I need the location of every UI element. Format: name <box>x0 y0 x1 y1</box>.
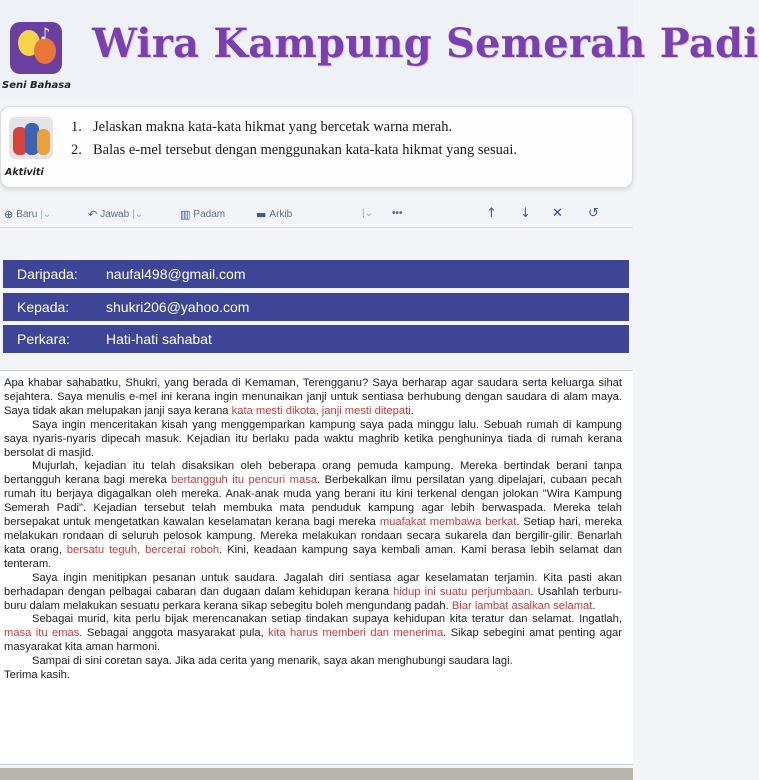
proverb-highlight: kita harus memberi dan menerima <box>268 627 444 640</box>
from-field <box>3 260 629 288</box>
new-button[interactable] <box>4 208 51 221</box>
more-button[interactable] <box>392 208 403 219</box>
undo-icon[interactable]: ↺ <box>588 206 599 221</box>
paragraph-text: Saya ingin menitipkan pesanan untuk saudara. Jagalah diri sentiasa agar keselamatan terjamin. Kita pasti akan berhadapan dengan pelbagai cabaran dan dugaan dalam kehidupan kerana <box>4 571 622 598</box>
paragraph-text: . Setiap hari, mereka melakukan rondaan di seluruh pelosok kampung. Mereka melakukan rondaan secara sukarela dan bergilir-gilir. Benarlah kata orang, <box>4 516 622 556</box>
email-paragraph <box>4 460 622 571</box>
activity-label: Aktiviti <box>5 167 44 178</box>
paragraph-text: Saya ingin menceritakan kisah yang menggemparkan kampung saya pada minggu lalu. Sebuah rumah di kampung saya nyaris-nyaris dipecah masuk. Kejadian itu berlaku pada waktu maghrib ketika penghuninya tiada di rumah kerana bersolat di masjid. <box>4 418 622 459</box>
to-value: shukri206@yahoo.com <box>106 299 250 315</box>
to-label: Kepada: <box>17 299 70 315</box>
reply-dropdown-caret[interactable]: |⌄ <box>132 209 144 220</box>
paragraph-text: . <box>410 404 414 417</box>
paragraph-text: . Sikap sebegini amat penting agar masyarakat kita aman harmoni. <box>4 627 623 654</box>
paragraph-text: Mujurlah, kejadian itu telah disaksikan oleh beberapa orang pemuda kampung. Mereka bertindak berani tanpa bertangguh kerana bagi mereka <box>4 460 622 487</box>
subject-label: Perkara: <box>17 331 70 347</box>
paragraph-text: . <box>592 599 596 612</box>
archive-button[interactable] <box>256 208 292 221</box>
subject-value: Hati-hati sahabat <box>106 331 212 347</box>
paragraph-text: . Kini, keadaan kampung saya kembali aman. Kami berasa lebih selamat dan tenteram. <box>4 543 622 570</box>
from-value: naufal498@gmail.com <box>106 266 246 282</box>
reply-label: Jawab <box>100 209 130 220</box>
paragraph-text: . Usahlah terburu-buru dalam melakukan sesuatu perkara kerana sikap sebegitu boleh mengundang padah. <box>4 585 623 612</box>
activity-box <box>0 106 633 188</box>
instruction-item <box>71 119 621 136</box>
paragraph-text: Sampai di sini coretan saya. Jika ada cerita yang menarik, saya akan menghubungi saudara lagi. <box>32 655 513 668</box>
close-icon[interactable]: ✕ <box>552 206 563 221</box>
options-caret[interactable]: |⌄ <box>362 208 373 219</box>
email-paragraph <box>4 572 622 614</box>
email-text <box>4 377 622 683</box>
instruction-text: Jelaskan makna kata-kata hikmat yang bercetak warna merah. <box>93 119 453 135</box>
more-options-caret[interactable] <box>362 208 373 219</box>
email-paragraph <box>4 613 622 655</box>
proverb-highlight: masa itu emas <box>4 627 80 640</box>
instruction-number: 1. <box>71 119 82 135</box>
instruction-item <box>71 142 621 159</box>
proverb-highlight: bertangguh itu pencuri masa <box>171 474 318 487</box>
email-paragraph <box>4 419 622 461</box>
arrow-up-icon[interactable]: ↑ <box>486 206 497 221</box>
page-title: Wira Kampung Semerah Padi <box>92 20 759 67</box>
to-field <box>3 293 629 321</box>
page-header <box>0 0 759 100</box>
paragraph-text: . Berbekalkan ilmu persilatan yang dipelajari, cubaan pecah rumah itu berjaya digagalkan oleh mereka. Anak-anak muda yang berani itu kini terkenal dengan jolokan "Wira Kampung Semerah Padi". Kejadian tersebut telah membuka mata penduduk kampung agar lebih berwaspada. Mereka telah bersepakat untuk mengetatkan kawalan keselamatan kerana bagi mereka <box>4 474 622 529</box>
new-label: Baru <box>16 209 38 220</box>
email-toolbar <box>0 200 633 228</box>
proverb-highlight: hidup ini suatu perjumbaan <box>393 585 531 598</box>
masks-icon: ♪ <box>10 22 62 74</box>
email-paragraph <box>4 377 622 419</box>
proverb-highlight: bersatu teguh, bercerai roboh <box>66 543 220 556</box>
delete-label: Padam <box>193 209 226 220</box>
proverb-highlight: Biar lambat asalkan selamat <box>451 599 593 612</box>
plus-icon: ⊕ <box>4 208 14 221</box>
from-label: Daripada: <box>17 266 78 282</box>
reply-button[interactable] <box>88 208 143 221</box>
paragraph-text: . Sebagai anggota masyarakat pula, <box>79 627 269 640</box>
email-body <box>0 370 633 765</box>
archive-label: Arkib <box>269 209 293 220</box>
more-label: ••• <box>392 208 403 219</box>
email-closing: Terima kasih. <box>4 669 70 682</box>
instruction-number: 2. <box>71 142 82 158</box>
students-icon <box>9 117 53 159</box>
proverb-highlight: kata mesti dikota, janji mesti ditepati <box>231 404 411 417</box>
trash-icon: ▥ <box>180 208 191 221</box>
arrow-down-icon[interactable]: ↓ <box>520 206 531 221</box>
email-paragraph <box>4 655 622 669</box>
paragraph-text: Sebagai murid, kita perlu bijak merencanakan setiap tindakan supaya kehidupan kita teratur dan selamat. Ingatlah, <box>32 613 622 626</box>
bottom-strip <box>0 768 633 780</box>
proverb-highlight: muafakat membawa berkat <box>379 516 517 529</box>
paragraph-text: Apa khabar sahabatku, Shukri, yang berada di Kemaman, Terengganu? Saya berharap agar saudara serta keluarga sihat sejahtera. Saya menulis e-mel ini kerana ingin menunaikan janji untuk sentiasa berhubung dengan saudara di alam maya. Saya tidak akan melupakan janji saya kerana <box>4 377 622 417</box>
archive-icon: ▬ <box>256 208 267 221</box>
subject-field <box>3 325 629 353</box>
instruction-list <box>71 119 621 165</box>
new-dropdown-caret[interactable]: |⌄ <box>40 209 52 220</box>
category-label: Seni Bahasa <box>2 80 71 91</box>
reply-icon: ↶ <box>88 208 98 221</box>
delete-button[interactable] <box>180 208 225 221</box>
instruction-text: Balas e-mel tersebut dengan menggunakan kata-kata hikmat yang sesuai. <box>93 142 517 158</box>
